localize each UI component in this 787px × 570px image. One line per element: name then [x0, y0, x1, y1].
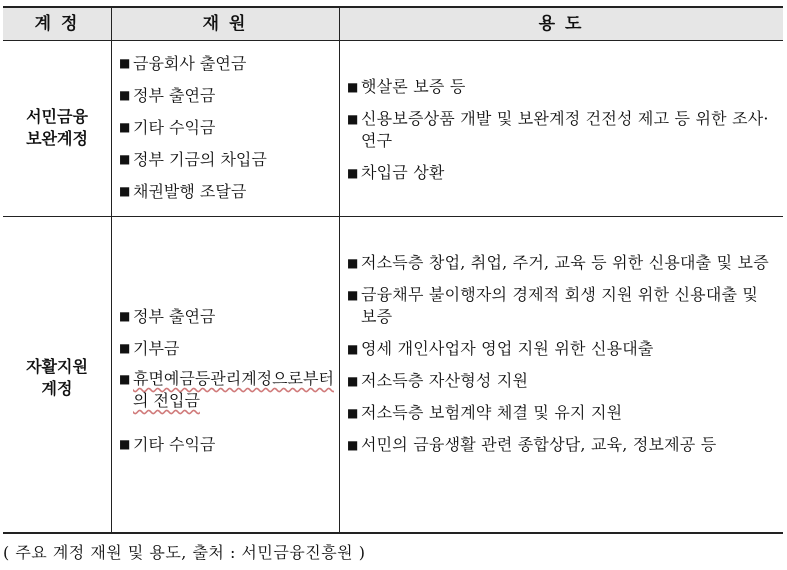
column-divider [111, 8, 112, 532]
account-line: 서민금융 [26, 107, 88, 126]
bullet-icon: ■ [119, 437, 131, 451]
uses-list-row2 [347, 252, 777, 466]
source-text: 휴면예금등관리계정으로부터의 전입금 [133, 369, 334, 410]
use-text: 저소득층 창업, 취업, 주거, 교육 등 위한 신용대출 및 보증 [361, 253, 769, 272]
sources-list-row1 [119, 51, 335, 211]
account-line: 자활지원 [26, 357, 88, 376]
source-text: 정부 출연금 [133, 86, 216, 105]
use-text: 금융채무 불이행자의 경제적 회생 지원 위한 신용대출 및 보증 [361, 285, 759, 326]
bullet-icon: ■ [119, 120, 131, 134]
use-item [347, 402, 777, 424]
bullet-icon: ■ [119, 152, 131, 166]
header-uses: 용 도 [538, 14, 584, 34]
account-name-row2 [3, 356, 111, 400]
source-item [119, 115, 335, 147]
use-item [347, 108, 777, 152]
bullet-icon: ■ [347, 342, 359, 356]
header-sources: 재 원 [202, 14, 248, 34]
bullet-icon: ■ [347, 112, 359, 126]
source-item [119, 179, 335, 211]
use-text: 신용보증상품 개발 및 보완계정 건전성 제고 등 위한 조사·연구 [361, 109, 769, 150]
use-text: 서민의 금융생활 관련 종합상담, 교육, 정보제공 등 [361, 435, 717, 454]
source-text: 기부금 [133, 339, 180, 358]
use-item [347, 370, 777, 392]
table-caption: ( 주요 계정 재원 및 용도, 출처 : 서민금융진흥원 ) [3, 543, 366, 562]
use-text: 영세 개인사업자 영업 지원 위한 신용대출 [361, 339, 654, 358]
account-table [3, 6, 783, 534]
account-line: 보완계정 [26, 129, 88, 148]
bullet-icon: ■ [347, 374, 359, 388]
bullet-icon: ■ [119, 372, 131, 386]
use-text: 햇살론 보증 등 [361, 77, 466, 96]
uses-list-row1 [347, 76, 777, 194]
column-divider [339, 8, 340, 532]
source-text: 기타 수익금 [133, 435, 216, 454]
source-text: 기타 수익금 [133, 118, 216, 137]
use-text: 저소득층 자산형성 지원 [361, 371, 529, 390]
bullet-icon: ■ [347, 256, 359, 270]
header-account: 계 정 [34, 14, 80, 34]
bullet-icon: ■ [119, 56, 131, 70]
use-text: 저소득층 보험계약 체결 및 유지 지원 [361, 403, 623, 422]
sources-list-row2 [119, 304, 335, 464]
account-line: 계정 [41, 379, 73, 398]
bullet-icon: ■ [347, 166, 359, 180]
bullet-icon: ■ [347, 438, 359, 452]
bullet-icon: ■ [119, 309, 131, 323]
table-header [3, 8, 783, 41]
bullet-icon: ■ [119, 88, 131, 102]
source-item [119, 336, 335, 368]
row-divider [3, 216, 783, 217]
source-text: 금융회사 출연금 [133, 54, 247, 73]
use-item [347, 76, 777, 98]
source-item [119, 432, 335, 464]
use-text: 차입금 상환 [361, 163, 445, 182]
source-item [119, 304, 335, 336]
source-text: 정부 출연금 [133, 307, 216, 326]
bullet-icon: ■ [347, 80, 359, 94]
bullet-icon: ■ [347, 288, 359, 302]
use-item [347, 284, 777, 328]
use-item [347, 252, 777, 274]
source-text: 채권발행 조달금 [133, 182, 247, 201]
source-item [119, 147, 335, 179]
bullet-icon: ■ [347, 406, 359, 420]
source-item [119, 83, 335, 115]
bullet-icon: ■ [119, 341, 131, 355]
use-item [347, 434, 777, 456]
source-text: 정부 기금의 차입금 [133, 150, 267, 169]
use-item [347, 162, 777, 184]
use-item [347, 338, 777, 360]
source-item [119, 51, 335, 83]
account-name-row1 [3, 106, 111, 150]
source-item [119, 368, 335, 432]
bullet-icon: ■ [119, 184, 131, 198]
